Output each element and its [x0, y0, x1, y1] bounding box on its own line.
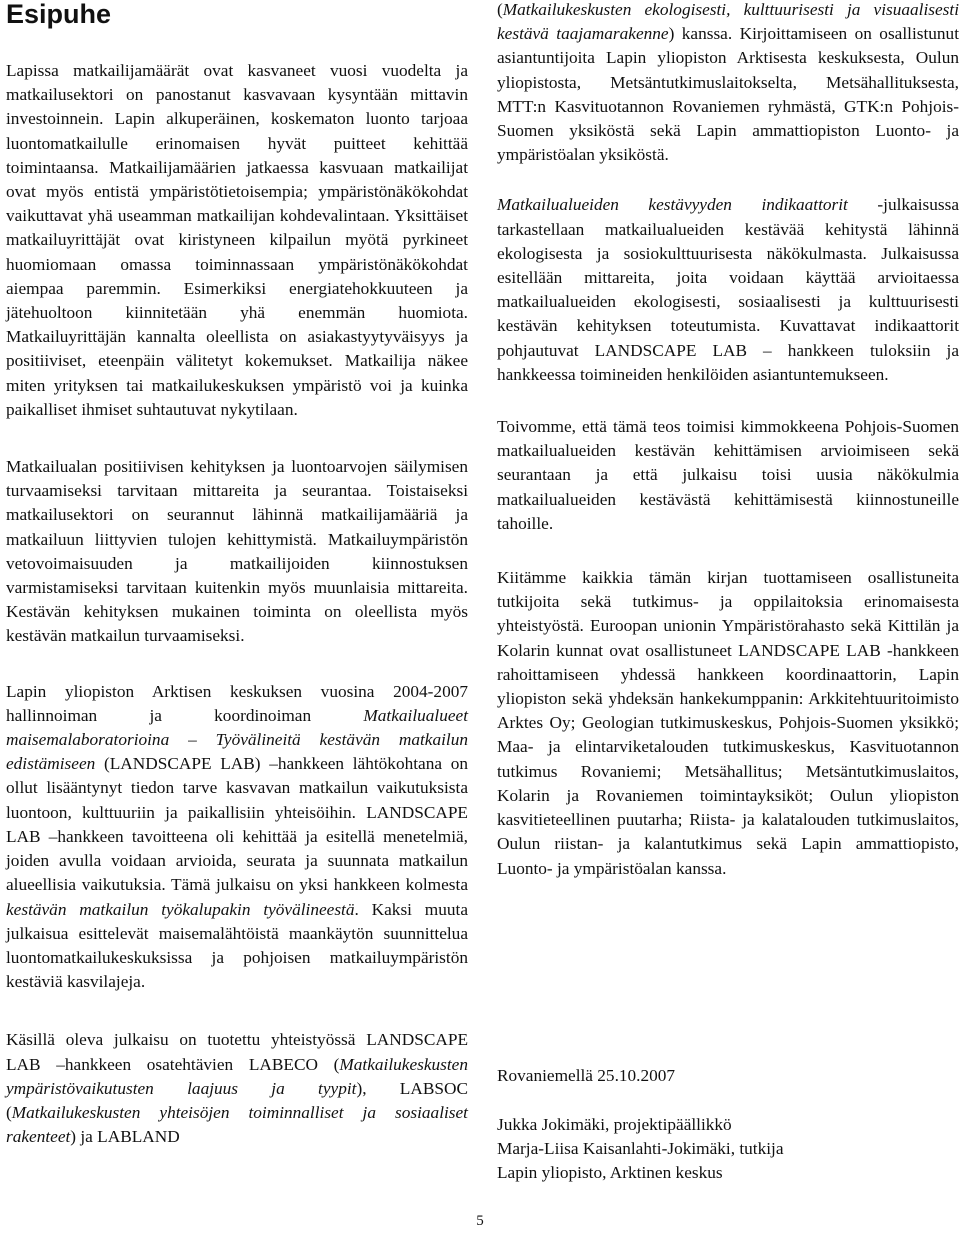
- right-column: [497, 0, 959, 881]
- italic-title: kestävän matkailun työkalupakin työvälineestä: [6, 899, 355, 919]
- paragraph: Matkailualan positiivisen kehityksen ja luontoarvojen säilymisen turvaamiseksi tarvitaan mittareita ja seurantaa. Toistaiseksi matkailusektori on seurannut lähinnä matkailijamääriä ja matkailuun liittyvien tulojen kehittymistä. Matkailuympäristön vetovoimaisuuden ja matkailijoiden kiinnostuksen varmistamiseksi tarvitaan kuitenkin myös muunlaisia mittareita. Kestävän kehityksen mukainen toiminta on oleellista myös kestävän matkailun turvaamiseksi.: [6, 457, 468, 646]
- page-number: 5: [476, 1213, 484, 1229]
- signature-line: Marja-Liisa Kaisanlahti-Jokimäki, tutkija: [497, 1139, 784, 1159]
- italic-title: Matkailualueiden kestävyyden indikaattorit: [497, 195, 848, 215]
- paragraph: Toivomme, että tämä teos toimisi kimmokkeena Pohjois-Suomen matkailualueiden kestävän kehittämisen arvioimiseen sekä seurantaan ja että julkaisu toisi uusia näkökulmia matkailualueiden kestävästä kehittämisestä kiinnostuneille tahoille.: [497, 417, 959, 533]
- signature-line: Lapin yliopisto, Arktinen keskus: [497, 1163, 723, 1183]
- text-run: Käsillä oleva julkaisu on tuotettu yhteistyössä LANDSCAPE LAB –hankkeen osatehtävien LABECO (: [6, 1030, 468, 1074]
- text-run: ) ja LABLAND: [70, 1127, 180, 1147]
- page-heading: Esipuhe: [6, 0, 112, 29]
- paragraph: [6, 1028, 468, 1149]
- signature-line: Jukka Jokimäki, projektipäällikkö: [497, 1115, 732, 1134]
- signature-date: Rovaniemellä 25.10.2007: [497, 1066, 676, 1085]
- paragraph: [497, 193, 959, 387]
- paragraph: Kiitämme kaikkia tämän kirjan tuottamiseen osallistuneita tutkijoita sekä tutkimus- ja oppilaitoksia erinomaisesta yhteistyöstä. Euroopan unionin Ympäristörahasto sekä Kittilän ja Kolarin kunnat ovat osallistuneet LANDSCAPE LAB -hankkeen rahoittamiseen yhdessä hankkeen koordinaattorin, Lapin yliopiston sekä yhdeksän hankekumppanin: Arkkitehtuuritoimisto Arktes Oy; Geologian tutkimuskeskus, Pohjois-Suomen yksikkö; Maa- ja elintarviketalouden tutkimuskeskus, Kasvituotannon tutkimus Rovaniemi; Metsähallitus; Metsäntutkimuslaitos, Kolarin ja Rovaniemen toimintayksiköt; Oulun yliopiston kasvitieteellinen puutarha; Riista- ja kalatalouden tutkimuslaitos, Oulun riistan- ja kalantutkimus sekä Lapin ammattiopisto, Luonto- ja ympäristöalan kanssa.: [497, 568, 959, 878]
- text-run: Lapin yliopiston Arktisen keskuksen vuosina 2004-2007 hallinnoiman ja koordinoiman: [6, 681, 468, 725]
- text-run: (: [497, 0, 503, 19]
- left-column: [6, 59, 468, 1149]
- paragraph: [6, 680, 468, 995]
- paragraph: [497, 0, 959, 167]
- signature-block: [497, 1113, 959, 1186]
- italic-title: Matkailualueet maisemalaboratorioina – Työvälineitä kestävän matkailun edistämiseen: [6, 705, 468, 774]
- text-run: (LANDSCAPE LAB) –hankkeen lähtökohtana on ollut lisääntynyt tiedon tarve kasvavan matkailun vaikutuksista luontoon, kulttuuriin ja paikallisiin yhteisöihin. LANDSCAPE LAB –hankkeen tavoitteena oli kehittää ja esitellä menetelmiä, joiden avulla voidaan arvioida, seurata ja suunnata matkailun alueellisia vaikutuksia. Tämä julkaisu on yksi hankkeen kolmesta: [6, 754, 468, 895]
- italic-title: Matkailukeskusten yhteisöjen toiminnalliset ja sosiaaliset rakenteet: [6, 1102, 468, 1147]
- text-run: -julkaisussa tarkastellaan matkailualueiden kestävää kehitystä lähinnä ekologisesta ja sosiokulttuurisesta näkökulmasta. Julkaisussa esitellään mittareita, joita voidaan käyttää arvioitaessa matkailualueiden ekologisesti, sosiaalisesti ja kulttuurisesti kestävän kehityksen toteutumista. Kuvattavat indikaattorit pohjautuvat LANDSCAPE LAB – hankkeen tuloksiin ja hankkeessa toimineiden henkilöiden asiantuntemukseen.: [497, 195, 959, 384]
- text-run: ), LABSOC (: [6, 1078, 468, 1122]
- italic-title: Matkailukeskusten ympäristövaikutusten laajuus ja tyypit: [6, 1054, 468, 1098]
- text-run: ) kanssa. Kirjoittamiseen on osallistunut asiantuntijoita Lapin yliopiston Arktisesta keskuksesta, Oulun yliopistosta, Metsäntutkimuslaitokselta, Metsähallituksesta, MTT:n Kasvituotannon Rovaniemen ryhmästä, GTK:n Pohjois-Suomen yksiköstä sekä Lapin ammattiopiston Luonto- ja ympäristöalan yksiköstä.: [497, 24, 959, 165]
- italic-title: Matkailukeskusten ekologisesti, kulttuurisesti ja visuaalisesti kestävä taajamarakenne: [497, 0, 959, 44]
- text-run: . Kaksi muuta julkaisua esittelevät maisemalähtöistä maankäytön suunnittelua luontomatkailukeskuksissa ja pohjoisen matkailuympäristön kestäviä kasvilajeja.: [6, 899, 468, 992]
- paragraph: Lapissa matkailijamäärät ovat kasvaneet vuosi vuodelta ja matkailusektori on panostanut kasvavaan kysyntään mittavin investoinnein. Lapin alkuperäinen, koskematon luonto tarjoaa luontomatkailulle erinomaisen hyvät puitteet kehittää toimintaansa. Matkailijamäärien jatkaessa kasvuaan matkailijat ovat myös entistä ympäristötietoisempia; ympäristönäkökohdat vaikuttavat yhä useamman matkailijan kohdevalintaan. Yksittäiset matkailuyrittäjät ovat kiristyneen kilpailun myötä pyrkineet huomiomaan omassa toiminnassaan ympäristönäkökohdat aiempaa paremmin. Esimerkiksi energiatehokkuuteen ja jätehuoltoon kiinnitetään yhä enemmän huomiota. Matkailuyrittäjän kannalta oleellista on asiakastyytyväisyys ja positiiviset, eteenpäin välitetyt kokemukset. Matkailija näkee miten yrityksen tai matkailukeskuksen ympäristö voi ja kuinka paikalliset ihmiset suhtautuvat nykytilaan.: [6, 61, 468, 419]
